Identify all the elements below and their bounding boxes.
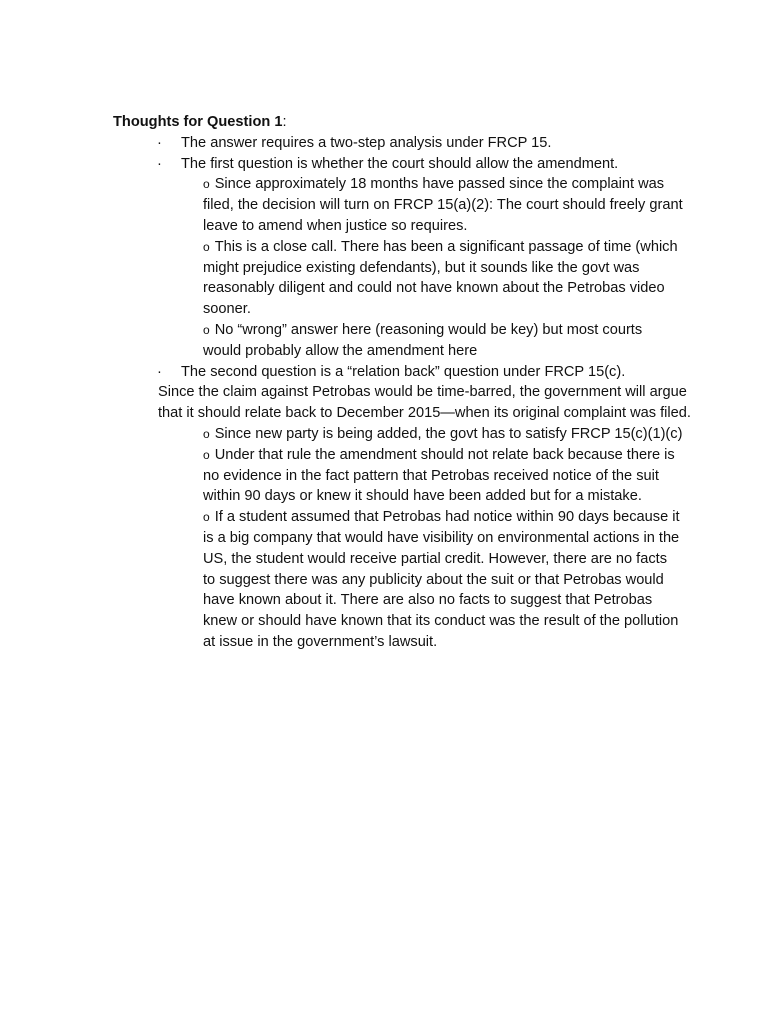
bullet-text: The answer requires a two-step analysis under FRCP 15. bbox=[181, 134, 552, 151]
sub-item-3-3 bbox=[113, 507, 683, 653]
section-heading bbox=[113, 112, 693, 133]
sub-item-text: If a student assumed that Petrobas had notice within 90 days because it is a big company that would have visibility on environmental actions in the US, the student would receive partial credit. However, there are no facts to suggest there was any publicity about the suit or that Petrobas would have known about it. There are also no facts to suggest that Petrobas knew or should have known that its conduct was the result of the pollution at issue in the government’s lawsuit. bbox=[203, 509, 680, 650]
circle-bullet-icon: o bbox=[203, 177, 210, 192]
sub-item-2-1 bbox=[113, 174, 683, 236]
circle-bullet-icon: o bbox=[203, 239, 210, 254]
sub-item-2-2 bbox=[113, 237, 683, 320]
sub-item-3-1 bbox=[113, 424, 683, 445]
sub-item-2-3 bbox=[113, 320, 683, 362]
circle-bullet-icon: o bbox=[203, 322, 210, 337]
sub-item-text: Under that rule the amendment should not relate back because there is no evidence in the fact pattern that Petrobas received notice of the suit within 90 days or knew it should have been added but for a mistake. bbox=[203, 446, 675, 505]
bullet-3-continuation: Since the claim against Petrobas would be time-barred, the government will argue that it should relate back to December 2015—when its original complaint was filed. bbox=[158, 384, 691, 422]
sub-item-text: This is a close call. There has been a significant passage of time (which might prejudice existing defendants), but it sounds like the govt was reasonably diligent and could not have known about the Petrobas video sooner. bbox=[203, 238, 678, 318]
sub-item-text: Since approximately 18 months have passed since the complaint was filed, the decision will turn on FRCP 15(a)(2): The court should freely grant leave to amend when justice so requires. bbox=[203, 176, 683, 234]
bullet-text: The first question is whether the court should allow the amendment. bbox=[181, 155, 619, 172]
circle-bullet-icon: o bbox=[203, 510, 210, 525]
bullet-text: The second question is a “relation back” question under FRCP 15(c). bbox=[181, 363, 626, 380]
sub-item-text: No “wrong” answer here (reasoning would be key) but most courts would probably allow the amendment here bbox=[203, 321, 643, 359]
bullet-item-2 bbox=[113, 154, 693, 175]
sub-item-3-2 bbox=[113, 445, 683, 507]
heading-text: Thoughts for Question 1 bbox=[113, 114, 283, 130]
sub-item-text: Since new party is being added, the govt has to satisfy FRCP 15(c)(1)(c) bbox=[214, 425, 683, 442]
document-body bbox=[113, 112, 693, 653]
bullet-item-1 bbox=[113, 133, 693, 154]
bullet-icon: · bbox=[157, 363, 162, 380]
bullet-icon: · bbox=[157, 134, 162, 151]
bullet-icon: · bbox=[157, 155, 162, 172]
heading-colon: : bbox=[282, 114, 287, 130]
circle-bullet-icon: o bbox=[203, 426, 210, 441]
circle-bullet-icon: o bbox=[203, 447, 210, 462]
bullet-item-3 bbox=[113, 362, 693, 383]
